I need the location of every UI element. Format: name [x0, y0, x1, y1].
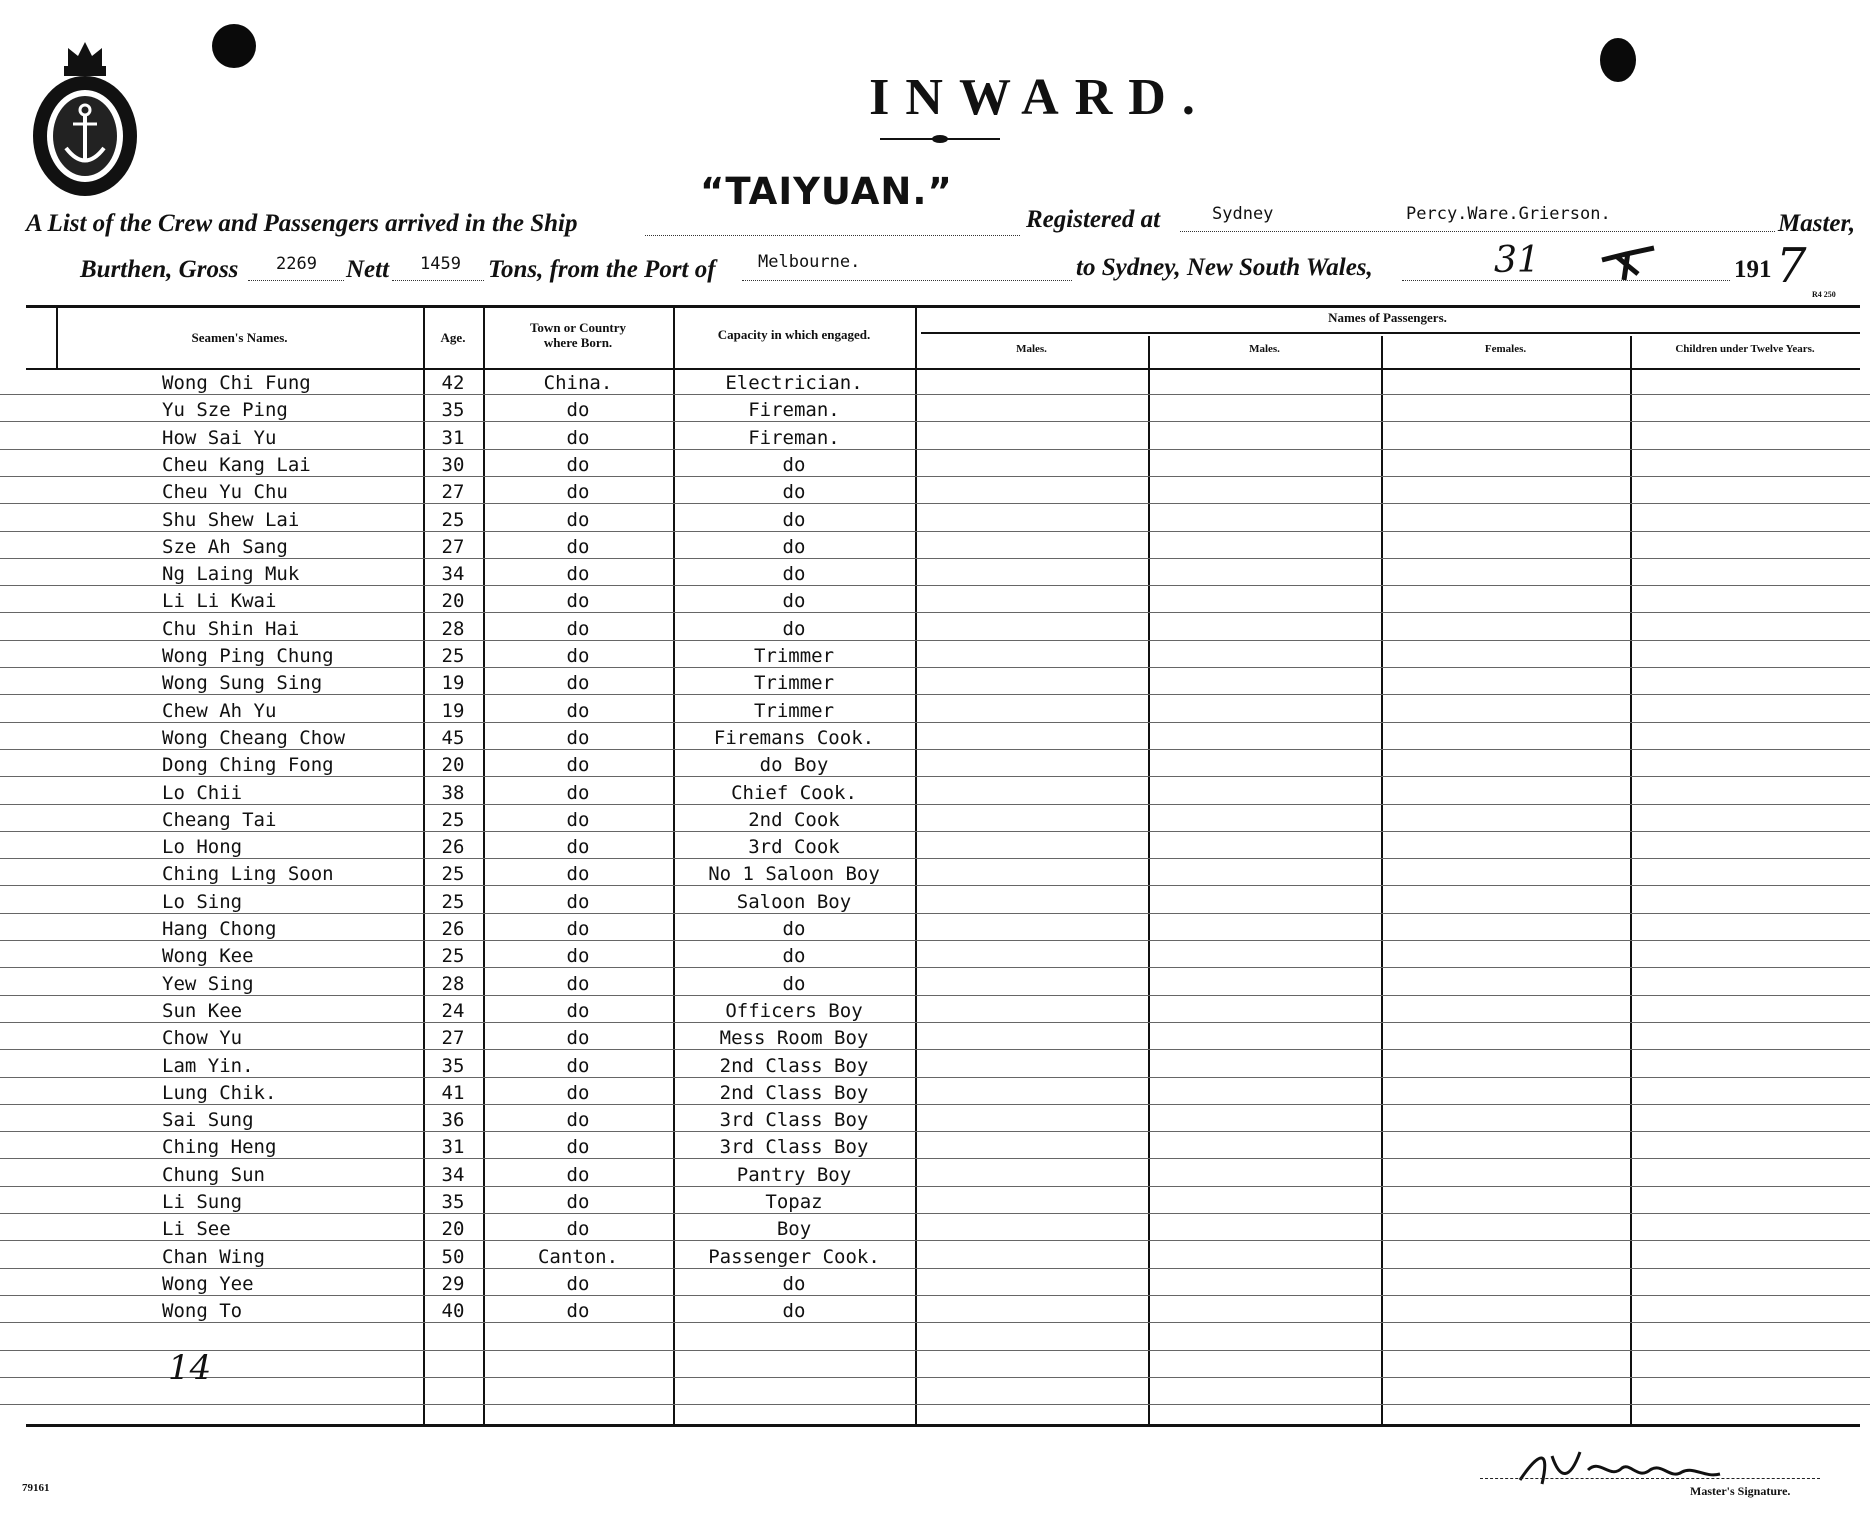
form-code: R4 250 — [1812, 290, 1836, 299]
row-rule — [0, 1077, 1870, 1078]
crew-capacity: No 1 Saloon Boy — [708, 863, 880, 886]
registered-value: Sydney — [1212, 204, 1274, 224]
row-rule — [0, 967, 1870, 968]
crew-born: do — [566, 617, 590, 640]
signature-label: Master's Signature. — [1690, 1484, 1791, 1498]
crew-name: Wong Kee — [162, 945, 254, 968]
crew-born: do — [566, 1054, 590, 1077]
crew-age: 27 — [441, 1027, 465, 1050]
crew-age: 26 — [441, 836, 465, 859]
crew-age: 27 — [441, 481, 465, 504]
crew-capacity: Fireman. — [748, 426, 840, 449]
crew-age: 28 — [441, 617, 465, 640]
crew-capacity: Boy — [776, 1218, 812, 1241]
row-rule — [0, 1350, 1870, 1351]
crew-age: 24 — [441, 999, 465, 1022]
crew-born: do — [566, 972, 590, 995]
row-rule — [0, 640, 1870, 641]
row-rule — [0, 722, 1870, 723]
row-rule — [0, 776, 1870, 777]
crew-capacity: do — [782, 481, 806, 504]
crew-capacity: Mess Room Boy — [719, 1027, 869, 1050]
nett-dotline — [392, 280, 484, 281]
row-rule — [0, 1104, 1870, 1105]
crew-name: Chow Yu — [162, 1027, 243, 1050]
crew-capacity: 2nd Class Boy — [719, 1054, 869, 1077]
crew-born: Canton. — [537, 1245, 619, 1268]
crew-capacity: Officers Boy — [725, 999, 863, 1022]
crew-born: do — [566, 945, 590, 968]
crew-name: Chew Ah Yu — [162, 699, 277, 722]
column-header-females: Females. — [1484, 343, 1527, 355]
crew-born: do — [566, 754, 590, 777]
master-label: Master, — [1778, 210, 1856, 237]
crew-age: 35 — [441, 399, 465, 422]
crew-age: 36 — [441, 1109, 465, 1132]
crew-age: 34 — [441, 1163, 465, 1186]
crew-born: do — [566, 426, 590, 449]
row-rule — [0, 885, 1870, 886]
crew-age: 25 — [441, 890, 465, 913]
crew-name: Wong Cheang Chow — [162, 726, 346, 749]
crew-born: do — [566, 726, 590, 749]
column-header-names: Seamen's Names. — [191, 330, 288, 345]
crew-born: do — [566, 863, 590, 886]
row-rule — [0, 1131, 1870, 1132]
crew-capacity: Passenger Cook. — [708, 1245, 880, 1268]
passenger-header-rule — [921, 332, 1860, 334]
crew-age: 25 — [441, 863, 465, 886]
crew-born: do — [566, 1109, 590, 1132]
row-rule — [0, 558, 1870, 559]
crew-age: 45 — [441, 726, 465, 749]
signature-line — [1480, 1478, 1820, 1479]
crew-capacity: 2nd Cook — [748, 808, 840, 831]
row-rule — [0, 421, 1870, 422]
crew-capacity: 3rd Class Boy — [719, 1109, 869, 1132]
crew-capacity: do — [782, 1272, 806, 1295]
crew-capacity: Pantry Boy — [736, 1163, 852, 1186]
crew-name: Chan Wing — [162, 1245, 265, 1268]
crew-born: do — [566, 481, 590, 504]
gross-value: 2269 — [276, 254, 317, 274]
crew-age: 31 — [441, 1136, 465, 1159]
to-label: to Sydney, New South Wales, — [1076, 254, 1373, 281]
crew-capacity: do — [782, 1300, 806, 1323]
crew-name: Cheu Kang Lai — [162, 453, 311, 476]
crew-name: Lo Hong — [162, 836, 243, 859]
year-suffix: 7 — [1776, 238, 1807, 294]
crew-capacity: do — [782, 508, 806, 531]
crew-born: do — [566, 918, 590, 940]
ship-dotline — [645, 235, 1020, 236]
crew-name: Dong Ching Fong — [162, 754, 334, 777]
column-header-age: Age. — [440, 330, 466, 345]
crew-name: Wong Ping Chung — [162, 645, 334, 667]
crew-capacity: Trimmer — [753, 645, 835, 667]
crew-born: do — [566, 836, 590, 859]
crew-name: Sze Ah Sang — [162, 535, 288, 558]
crew-name: Chu Shin Hai — [162, 617, 300, 640]
crew-age: 31 — [441, 426, 465, 449]
page-title: INWARD. — [869, 69, 1211, 126]
row-rule — [0, 1377, 1870, 1378]
row-rule — [0, 1022, 1870, 1023]
crew-born: do — [566, 808, 590, 831]
row-rule — [0, 913, 1870, 914]
crew-age: 42 — [441, 372, 465, 394]
row-rule — [0, 694, 1870, 695]
crew-capacity: do — [782, 535, 806, 558]
row-rule — [0, 1158, 1870, 1159]
crew-age: 41 — [441, 1081, 465, 1104]
crew-born: do — [566, 399, 590, 422]
row-rule — [0, 1322, 1870, 1323]
row-rule — [0, 1186, 1870, 1187]
crew-born: do — [566, 1163, 590, 1186]
crew-age: 50 — [441, 1245, 465, 1268]
row-rule — [0, 1295, 1870, 1296]
crew-age: 34 — [441, 563, 465, 586]
tons-label: Tons, from the Port of — [488, 256, 716, 283]
crew-name: Yu Sze Ping — [162, 399, 288, 422]
date-dotline — [1402, 280, 1730, 281]
gross-dotline — [248, 280, 344, 281]
crew-capacity: Firemans Cook. — [713, 726, 875, 749]
row-rule — [0, 667, 1870, 668]
port-dotline — [742, 280, 1072, 281]
row-rule — [0, 449, 1870, 450]
crew-name: Wong Yee — [162, 1272, 254, 1295]
crew-age: 19 — [441, 699, 465, 722]
row-rule — [0, 804, 1870, 805]
crew-born: do — [566, 1300, 590, 1323]
row-rule — [0, 394, 1870, 395]
crew-born: do — [566, 590, 590, 613]
crew-capacity: do — [782, 617, 806, 640]
crew-born: China. — [543, 372, 613, 394]
nett-label: Nett — [346, 256, 390, 283]
row-rule — [0, 1268, 1870, 1269]
crew-capacity: 3rd Class Boy — [719, 1136, 869, 1159]
crew-name: Ng Laing Muk — [162, 563, 300, 586]
crew-born: do — [566, 1272, 590, 1295]
registered-dotline — [1180, 231, 1775, 232]
crew-name: Sun Kee — [162, 999, 243, 1022]
crew-name: Shu Shew Lai — [162, 508, 300, 531]
row-rule — [0, 1240, 1870, 1241]
crew-name: Hang Chong — [162, 918, 277, 940]
crew-name: Lo Chii — [162, 781, 243, 804]
crew-born: do — [566, 699, 590, 722]
crew-name: Li Sung — [162, 1191, 243, 1213]
list-label: A List of the Crew and Passengers arrived in the Ship — [26, 210, 578, 237]
table-bottom-rule — [26, 1424, 1860, 1427]
crew-born: do — [566, 1218, 590, 1241]
crew-age: 29 — [441, 1272, 465, 1295]
crew-capacity: do Boy — [759, 754, 829, 777]
row-rule — [0, 940, 1870, 941]
master-name: Percy.Ware.Grierson. — [1406, 204, 1611, 224]
crew-capacity: do — [782, 453, 806, 476]
crew-age: 25 — [441, 808, 465, 831]
crew-capacity: do — [782, 590, 806, 613]
crew-capacity: Electrician. — [725, 372, 863, 394]
crew-capacity: do — [782, 563, 806, 586]
crew-capacity: do — [782, 945, 806, 968]
crew-born: do — [566, 535, 590, 558]
table-top-rule — [26, 305, 1860, 308]
crew-name: Lo Sing — [162, 890, 243, 913]
crew-name: Wong To — [162, 1300, 243, 1323]
crew-born: do — [566, 1081, 590, 1104]
crew-born: do — [566, 508, 590, 531]
column-rule — [1630, 336, 1632, 1424]
column-header-males-2: Males. — [1249, 343, 1280, 355]
crew-age: 38 — [441, 781, 465, 804]
crew-name: Cheu Yu Chu — [162, 481, 288, 504]
crew-capacity: Trimmer — [753, 699, 835, 722]
date-day: 31 — [1494, 240, 1540, 281]
row-rule — [0, 1049, 1870, 1050]
crew-born: do — [566, 1136, 590, 1159]
row-rule — [0, 1213, 1870, 1214]
ship-name: “TAIYUAN.” — [700, 170, 953, 213]
crew-born: do — [566, 453, 590, 476]
crew-age: 20 — [441, 754, 465, 777]
row-rule — [0, 612, 1870, 613]
crew-capacity: Saloon Boy — [736, 890, 852, 913]
crew-name: Yew Sing — [162, 972, 254, 995]
crew-name: Li See — [162, 1218, 231, 1241]
date-month-mark-icon — [1598, 244, 1658, 284]
crew-age: 30 — [441, 453, 465, 476]
crew-born: do — [566, 1027, 590, 1050]
burthen-label: Burthen, Gross — [80, 256, 239, 283]
column-header-males-1: Males. — [1016, 343, 1047, 355]
crew-age: 35 — [441, 1054, 465, 1077]
column-header-capacity: Capacity in which engaged. — [717, 327, 871, 342]
row-rule — [0, 749, 1870, 750]
crew-capacity: 2nd Class Boy — [719, 1081, 869, 1104]
crew-capacity: Trimmer — [753, 672, 835, 695]
crew-born: do — [566, 890, 590, 913]
row-rule — [0, 1404, 1870, 1405]
crew-age: 25 — [441, 945, 465, 968]
row-rule — [0, 831, 1870, 832]
crew-born: do — [566, 1191, 590, 1213]
crew-capacity: 3rd Cook — [748, 836, 840, 859]
crew-name: Li Li Kwai — [162, 590, 277, 613]
total-note: 14 — [168, 1348, 212, 1388]
crew-capacity: do — [782, 972, 806, 995]
crew-born: do — [566, 645, 590, 667]
crew-name: Wong Sung Sing — [162, 672, 323, 695]
crew-age: 28 — [441, 972, 465, 995]
row-rule — [0, 585, 1870, 586]
crew-age: 35 — [441, 1191, 465, 1213]
crew-name: Sai Sung — [162, 1109, 254, 1132]
crew-born: do — [566, 781, 590, 804]
column-header-passengers: Names of Passengers. — [1328, 310, 1447, 325]
row-rule — [0, 995, 1870, 996]
ornament-divider — [880, 134, 1000, 144]
registered-label: Registered at — [1026, 206, 1161, 233]
crew-born: do — [566, 999, 590, 1022]
column-rule — [1148, 336, 1150, 1424]
crew-age: 27 — [441, 535, 465, 558]
column-rule — [1381, 336, 1383, 1424]
crew-capacity: Topaz — [765, 1191, 823, 1213]
port-value: Melbourne. — [758, 252, 861, 272]
crew-name: Lam Yin. — [162, 1054, 254, 1077]
crew-name: Lung Chik. — [162, 1081, 277, 1104]
row-rule — [0, 858, 1870, 859]
crew-age: 25 — [441, 508, 465, 531]
crew-born: do — [566, 672, 590, 695]
crew-capacity: do — [782, 918, 806, 940]
crew-age: 20 — [441, 1218, 465, 1241]
column-header-born-2: where Born. — [543, 335, 613, 350]
year-prefix: 191 — [1734, 256, 1772, 283]
crew-age: 25 — [441, 645, 465, 667]
crew-name: Chung Sun — [162, 1163, 265, 1186]
column-header-children: Children under Twelve Years. — [1675, 343, 1815, 355]
row-rule — [0, 531, 1870, 532]
crew-age: 19 — [441, 672, 465, 695]
form-number: 79161 — [22, 1482, 50, 1494]
crew-name: Wong Chi Fung — [162, 372, 311, 394]
crew-name: How Sai Yu — [162, 426, 277, 449]
column-header-born-1: Town or Country — [529, 320, 627, 335]
crew-born: do — [566, 563, 590, 586]
crew-name: Ching Heng — [162, 1136, 277, 1159]
crew-name: Ching Ling Soon — [162, 863, 334, 886]
crew-capacity: Chief Cook. — [731, 781, 857, 804]
crew-age: 20 — [441, 590, 465, 613]
crew-name: Cheang Tai — [162, 808, 277, 831]
punch-hole — [212, 24, 256, 68]
row-rule — [0, 503, 1870, 504]
row-rule — [0, 476, 1870, 477]
header-bottom-rule — [26, 368, 1860, 370]
crew-capacity: Fireman. — [748, 399, 840, 422]
crew-age: 26 — [441, 918, 465, 940]
nett-value: 1459 — [420, 254, 461, 274]
crew-age: 40 — [441, 1300, 465, 1323]
